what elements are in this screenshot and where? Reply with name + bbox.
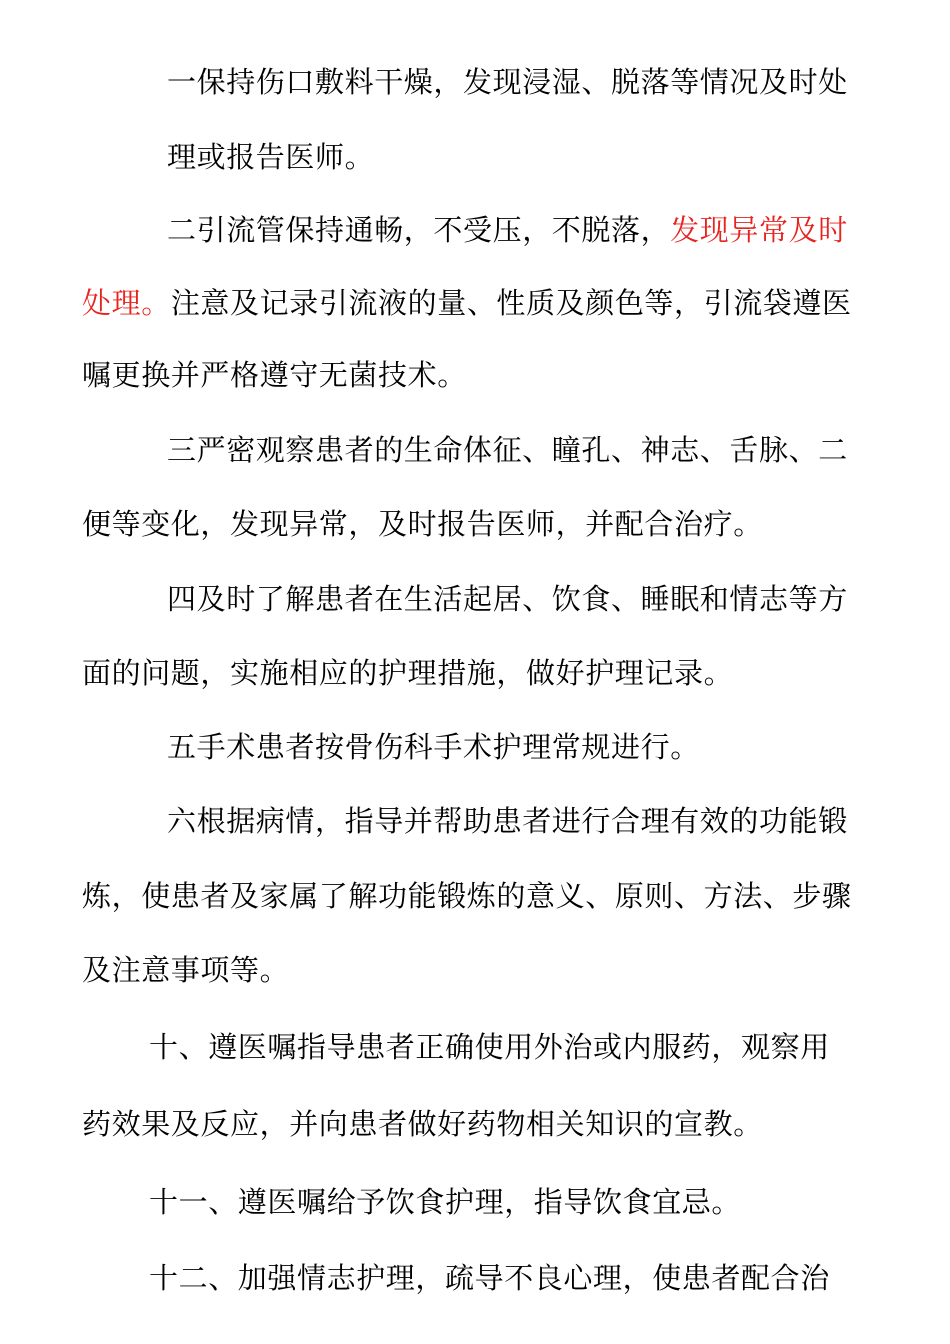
paragraph-7-line-1: 十、遵医嘱指导患者正确使用外治或内服药，观察用 [149, 1030, 830, 1064]
paragraph-4-line-1: 四及时了解患者在生活起居、饮食、睡眠和情志等方 [167, 582, 848, 616]
paragraph-3-line-2: 便等变化，发现异常，及时报告医师，并配合治疗。 [82, 507, 763, 541]
paragraph-3-line-1: 三严密观察患者的生命体征、瞳孔、神志、舌脉、二 [167, 433, 848, 467]
paragraph-4-line-2: 面的问题，实施相应的护理措施，做好护理记录。 [82, 656, 734, 690]
paragraph-2-highlight-text: 发现异常及时 [670, 213, 848, 247]
paragraph-2-line-1-normal: 二引流管保持通畅，不受压，不脱落， [167, 213, 671, 247]
paragraph-6-line-1: 六根据病情，指导并帮助患者进行合理有效的功能锻 [167, 804, 848, 838]
paragraph-2-line-2-normal: 注意及记录引流液的量、性质及颜色等，引流袋遵医 [170, 286, 852, 320]
paragraph-8-line-1: 十一、遵医嘱给予饮食护理，指导饮食宜忌。 [149, 1185, 742, 1219]
paragraph-7-line-2: 药效果及反应，并向患者做好药物相关知识的宣教。 [82, 1107, 763, 1141]
paragraph-2-line-2 [82, 283, 852, 323]
paragraph-2-line-1 [167, 210, 848, 250]
paragraph-1-line-2: 理或报告医师。 [167, 140, 375, 174]
paragraph-5-line-1: 五手术患者按骨伤科手术护理常规进行。 [167, 730, 700, 764]
paragraph-1-line-1: 一保持伤口敷料干燥，发现浸湿、脱落等情况及时处 [167, 65, 848, 99]
paragraph-2-highlight-text-cont: 处理。 [82, 286, 171, 320]
paragraph-6-line-2: 炼，使患者及家属了解功能锻炼的意义、原则、方法、步骤 [82, 879, 852, 913]
paragraph-9-line-1: 十二、加强情志护理，疏导不良心理，使患者配合治 [149, 1261, 830, 1295]
paragraph-2-line-3: 嘱更换并严格遵守无菌技术。 [82, 358, 467, 392]
paragraph-6-line-3: 及注意事项等。 [82, 953, 290, 987]
